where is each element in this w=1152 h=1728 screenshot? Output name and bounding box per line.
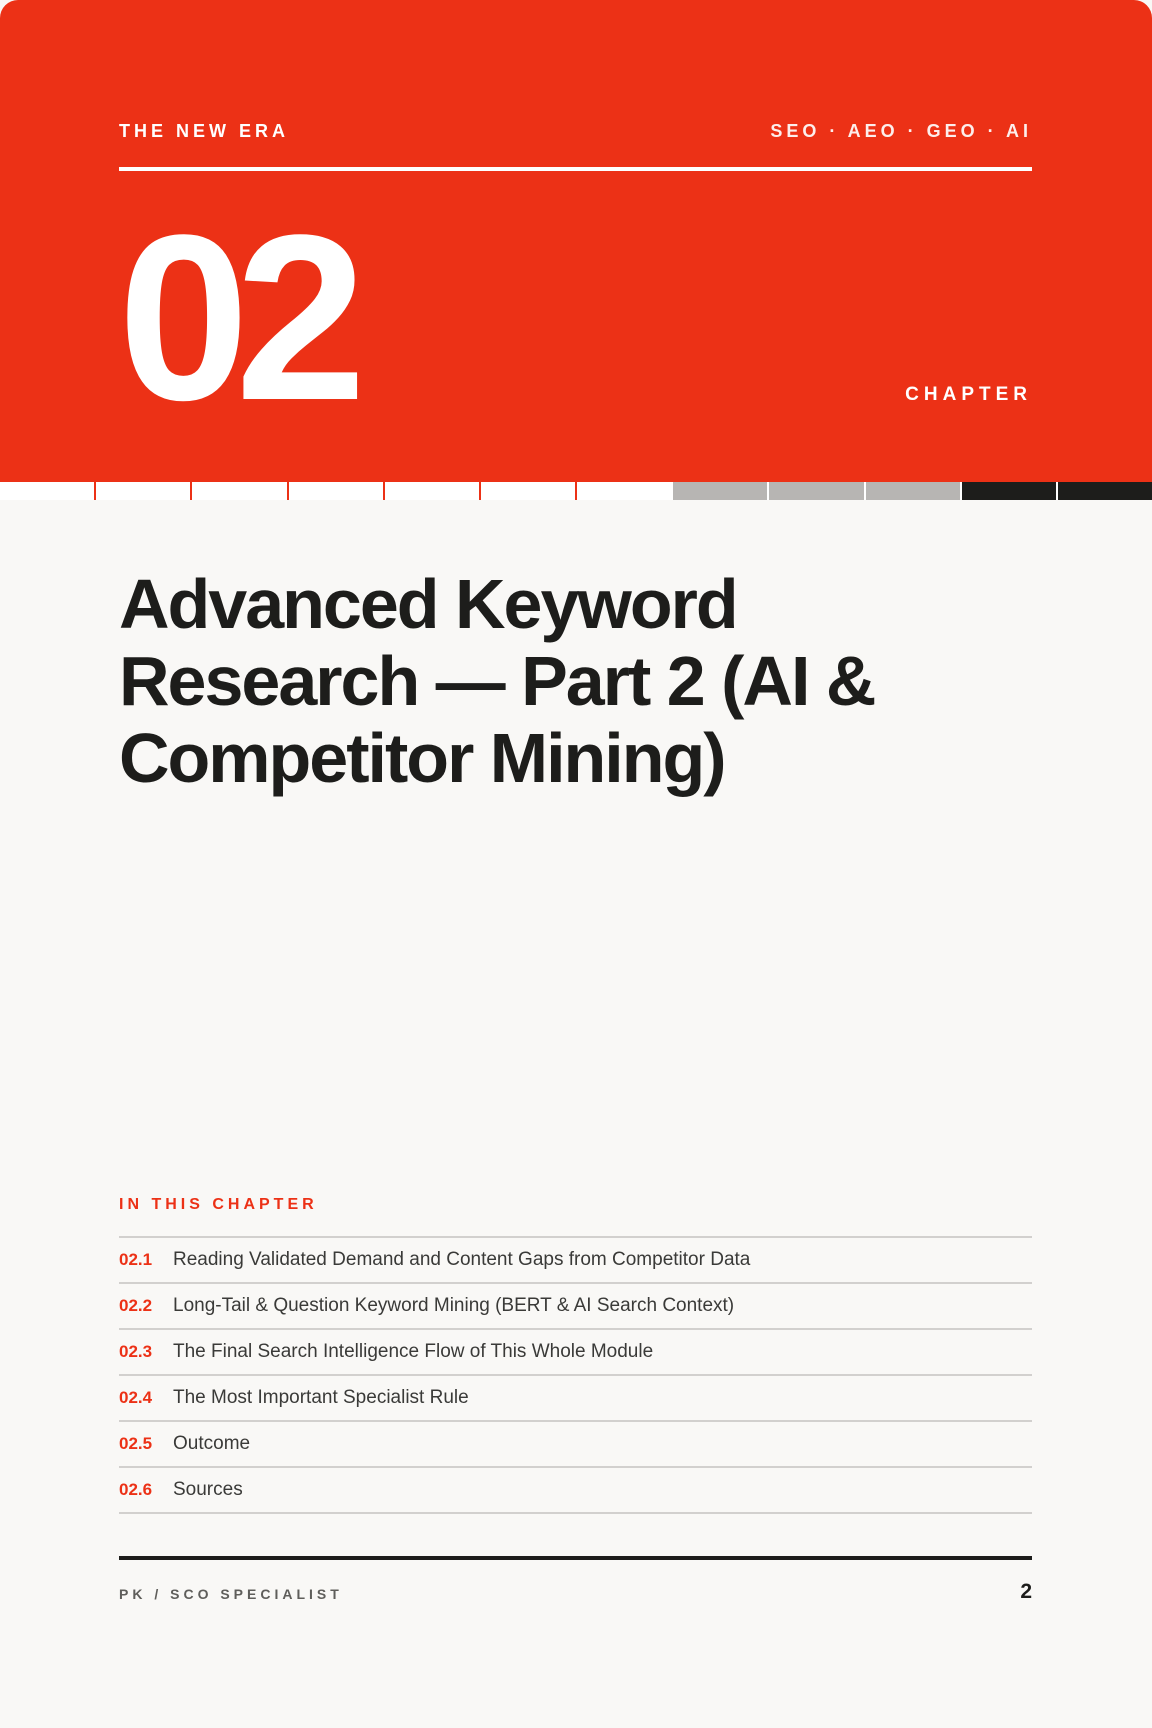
toc-item-text: Outcome	[173, 1433, 251, 1454]
footer-author-label: PK / SCO SPECIALIST	[119, 1586, 343, 1602]
toc-item[interactable]	[119, 1422, 1032, 1468]
progress-segment-white	[479, 482, 575, 500]
chapter-hero-banner	[0, 0, 1152, 482]
toc-heading: IN THIS CHAPTER	[119, 1196, 318, 1213]
progress-segment-black	[960, 482, 1056, 500]
page-number: 2	[1020, 1580, 1032, 1603]
toc-item-number: 02.5	[119, 1434, 153, 1453]
toc-item-number: 02.1	[119, 1250, 153, 1269]
toc-item[interactable]	[119, 1468, 1032, 1514]
toc-item[interactable]	[119, 1330, 1032, 1376]
chapter-title: Advanced Keyword Research — Part 2 (AI & Competitor Mining)	[119, 565, 875, 797]
topics-label: SEO · AEO · GEO · AI	[770, 121, 1032, 141]
progress-segment-white	[0, 482, 94, 500]
series-label: THE NEW ERA	[119, 121, 289, 141]
footer-divider	[119, 1556, 1032, 1560]
toc-item-text: Sources	[173, 1479, 243, 1500]
toc-item[interactable]	[119, 1376, 1032, 1422]
progress-segment-white	[287, 482, 383, 500]
progress-segment-grey	[767, 482, 863, 500]
toc-item-text: Long-Tail & Question Keyword Mining (BERT & AI Search Context)	[173, 1295, 735, 1316]
toc-item-text: Reading Validated Demand and Content Gaps from Competitor Data	[173, 1249, 751, 1270]
progress-segment-black	[1056, 482, 1152, 500]
chapter-label: CHAPTER	[905, 384, 1032, 405]
toc-item-number: 02.6	[119, 1480, 153, 1499]
progress-segment-white	[94, 482, 190, 500]
chapter-progress-bar	[0, 482, 1152, 500]
toc-item-number: 02.2	[119, 1296, 153, 1315]
toc-item[interactable]	[119, 1284, 1032, 1330]
progress-segment-grey	[671, 482, 767, 500]
toc-item-text: The Final Search Intelligence Flow of This Whole Module	[173, 1341, 654, 1362]
progress-segment-white	[575, 482, 671, 500]
progress-segment-white	[383, 482, 479, 500]
progress-segment-white	[190, 482, 286, 500]
header-divider	[119, 167, 1032, 171]
table-of-contents	[119, 1236, 1032, 1514]
toc-item-number: 02.3	[119, 1342, 153, 1361]
progress-segment-grey	[864, 482, 960, 500]
toc-item[interactable]	[119, 1238, 1032, 1284]
toc-item-number: 02.4	[119, 1388, 153, 1407]
chapter-number: 02	[118, 186, 353, 450]
toc-item-text: The Most Important Specialist Rule	[173, 1387, 469, 1408]
